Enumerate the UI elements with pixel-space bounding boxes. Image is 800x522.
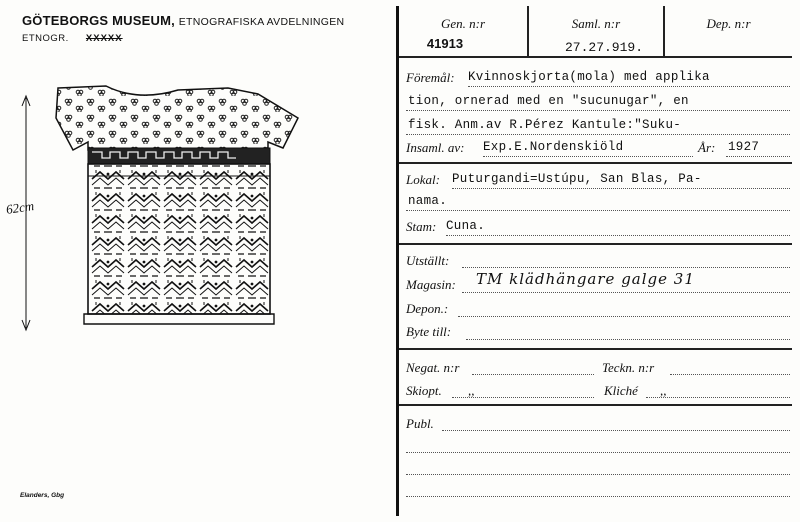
dotted-line: [462, 292, 790, 293]
section-rule: [399, 243, 792, 245]
mola-blouse-drawing: [18, 80, 308, 340]
museum-name: GÖTEBORGS MUSEUM,: [22, 13, 175, 28]
magasin-value: TM klädhängare galge 31: [476, 270, 695, 288]
dotted-line: [468, 86, 790, 87]
ar-value: 1927: [728, 140, 760, 154]
printer-mark: Elanders, Gbg: [20, 492, 65, 499]
insaml-value: Exp.E.Nordenskiöld: [483, 140, 624, 154]
foremal-line-1: Kvinnoskjorta(mola) med applika: [468, 70, 710, 84]
header-rule: [399, 56, 792, 58]
department-name: ETNOGRAFISKA AVDELNINGEN: [178, 16, 345, 28]
foremal-line-2: tion, ornerad med en "sucunugar", en: [408, 94, 689, 108]
gen-number-cell: [399, 8, 527, 56]
dotted-line: [462, 267, 790, 268]
kliche-ditto: ,,: [660, 383, 667, 398]
section-rule: [399, 162, 792, 164]
dotted-line: [452, 397, 594, 398]
lokal-line-2: nama.: [408, 194, 448, 208]
lokal-label: Lokal:: [406, 172, 440, 187]
dotted-line: [446, 235, 790, 236]
dep-number-cell: [665, 8, 792, 56]
etnogr-line: [22, 33, 123, 44]
dotted-line: [452, 188, 790, 189]
etnogr-label: ETNOGR.: [22, 33, 69, 44]
skiopt-label: Skiopt.: [406, 383, 442, 398]
etnogr-struck-number: XXXXX: [85, 33, 123, 44]
publ-label: Publ.: [406, 416, 434, 431]
depon-label: Depon.:: [406, 301, 449, 316]
dimension-label: 62cm: [5, 198, 36, 217]
foremal-label: Föremål:: [406, 70, 455, 85]
card-divider: [396, 6, 399, 516]
byte-label: Byte till:: [406, 324, 452, 339]
magasin-label: Magasin:: [406, 277, 456, 292]
dep-number-label: Dep. n:r: [706, 16, 751, 31]
stam-label: Stam:: [406, 219, 437, 234]
kliche-label: Kliché: [604, 383, 638, 398]
dotted-line: [406, 134, 790, 135]
dotted-line: [670, 374, 790, 375]
section-rule: [399, 348, 792, 350]
dotted-line: [406, 496, 790, 497]
stam-value: Cuna.: [446, 219, 486, 233]
saml-number-value: 27.27.919.: [564, 40, 643, 55]
gen-number-value: 41913: [426, 36, 464, 51]
saml-number-cell: [529, 8, 663, 56]
dotted-line: [406, 110, 790, 111]
gen-number-label: Gen. n:r: [440, 16, 486, 31]
dotted-line: [466, 339, 790, 340]
teckn-label: Teckn. n:r: [602, 360, 655, 375]
dotted-line: [442, 430, 790, 431]
dotted-line: [483, 156, 693, 157]
dotted-line: [458, 316, 790, 317]
lokal-line-1: Puturgandi=Ustúpu, San Blas, Pa-: [452, 172, 702, 186]
saml-number-label: Saml. n:r: [571, 16, 621, 31]
dotted-line: [726, 156, 790, 157]
section-rule: [399, 404, 792, 406]
dotted-line: [472, 374, 594, 375]
skiopt-ditto: ,,: [468, 383, 475, 398]
ar-label: År:: [698, 140, 716, 155]
utstallt-label: Utställt:: [406, 253, 450, 268]
dotted-line: [646, 397, 790, 398]
dotted-line: [406, 474, 790, 475]
dotted-line: [406, 452, 790, 453]
museum-title: [22, 13, 344, 28]
foremal-line-3: fisk. Anm.av R.Pérez Kantule:"Suku-: [408, 118, 682, 132]
negat-label: Negat. n:r: [406, 360, 460, 375]
insaml-label: Insaml. av:: [406, 140, 465, 155]
dotted-line: [406, 210, 790, 211]
